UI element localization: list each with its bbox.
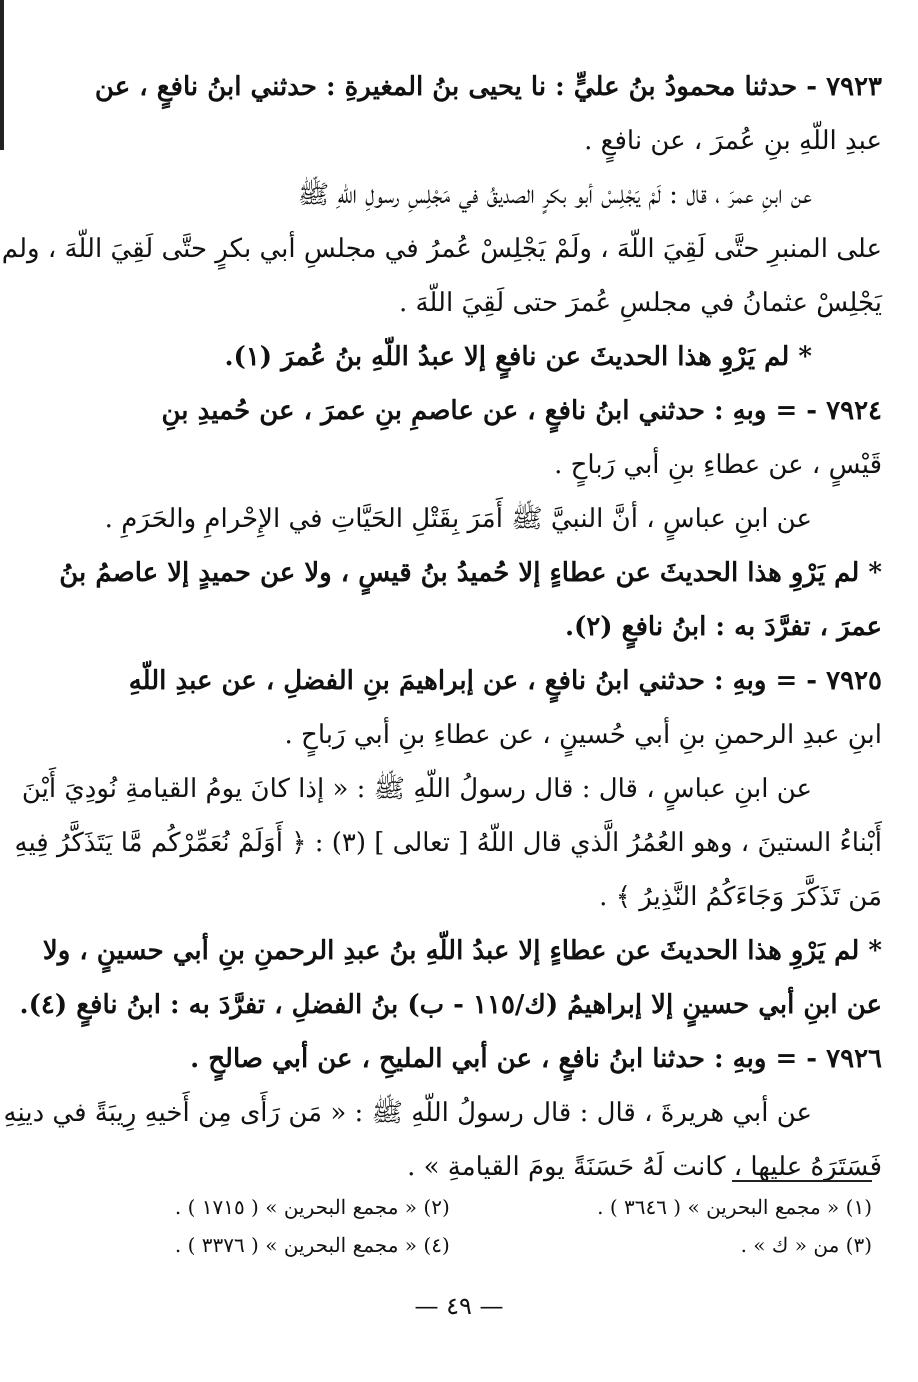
hadith-text: فَسَتَرَهُ عليها ، كانت لَهُ حَسَنَةً يومَ القيامةِ » . (407, 1152, 882, 1182)
page-number: — ٤٩ — (414, 1292, 504, 1320)
footnotes (60, 1188, 872, 1264)
page-edge-rule (0, 0, 4, 150)
hadith-text: عن أبي هريرةَ ، قال : قال رسولُ اللّهِ ﷺ : « مَن رَأَى مِن أَخيهِ رِيبَةً في دينِهِ (3, 1098, 812, 1128)
hadith-chain: عبدِ اللّهِ بنِ عُمرَ ، عن نافعٍ . (584, 126, 882, 156)
hadith-text: عن ابنِ عباسٍ ، أنَّ النبيَّ ﷺ أَمَرَ بِقَتْلِ الحَيَّاتِ في الإِحْرامِ والحَرَمِ . (104, 504, 812, 534)
hadith-text: عن ابنِ عمرَ ، قال : لَمْ يَجْلِسْ أبو بكرٍ الصديقُ في مَجْلِسِ رسولِ اللّهِ ﷺ (297, 180, 812, 210)
hadith-note: * لم يَرْوِ هذا الحديثَ عن عطاءٍ إلا عبدُ اللّهِ بنُ عبدِ الرحمنِ بنِ أبي حسينٍ ، ولا (42, 936, 882, 966)
hadith-chain: ابنِ عبدِ الرحمنِ بنِ أبي حُسينٍ ، عن عطاءِ بنِ أبي رَباحٍ . (284, 720, 882, 750)
hadith-heading: ٧٩٢٦ - = وبهِ : حدثنا ابنُ نافعٍ ، عن أبي المليحِ ، عن أبي صالحٍ . (190, 1044, 882, 1074)
hadith-7923 (1, 60, 882, 384)
hadith-text: مَن تَذَكَّرَ وَجَاءَكُمُ النَّذِيرُ ﴾ . (599, 882, 882, 912)
hadith-text: على المنبرِ حتَّى لَقِيَ اللّهَ ، ولَمْ يَجْلِسْ عُمرُ في مجلسِ أبي بكرٍ حتَّى لَقِيَ اللّهَ ، ولم (1, 234, 882, 264)
hadith-heading: ٧٩٢٥ - = وبهِ : حدثني ابنُ نافعٍ ، عن إبراهيمَ بنِ الفضلِ ، عن عبدِ اللّهِ (128, 666, 882, 696)
footnote-row (60, 1226, 872, 1264)
footnote-4: (٤) « مجمع البحرين » ( ٣٣٧٦ ) . (174, 1233, 450, 1257)
hadith-note: عن ابنِ أبي حسينٍ إلا إبراهيمُ (ك/١١٥ - ب) بنُ الفضلِ ، تفرَّدَ به : ابنُ نافعٍ (٤). (19, 990, 882, 1020)
page-body (1, 60, 882, 1194)
hadith-7926 (3, 1032, 882, 1194)
hadith-heading: ٧٩٢٣ - حدثنا محمودُ بنُ عليٍّ : نا يحيى بنُ المغيرةِ : حدثني ابنُ نافعٍ ، عن (94, 72, 882, 102)
hadith-note: * لم يَرْوِ هذا الحديثَ عن نافعٍ إلا عبدُ اللّهِ بنُ عُمرَ (١). (224, 342, 812, 372)
hadith-7925 (14, 654, 882, 1032)
footnote-3: (٣) من « ك » . (740, 1233, 872, 1257)
hadith-text: عن ابنِ عباسٍ ، قال : قال رسولُ اللّهِ ﷺ : « إذا كانَ يومُ القيامةِ نُودِيَ أَيْنَ (21, 774, 812, 804)
footnote-row (60, 1188, 872, 1226)
hadith-note: * لم يَرْوِ هذا الحديثَ عن عطاءٍ إلا حُميدُ بنُ قيسٍ ، ولا عن حميدٍ إلا عاصمُ بنُ (59, 558, 882, 588)
footnote-2: (٢) « مجمع البحرين » ( ١٧١٥ ) . (174, 1195, 450, 1219)
footnote-divider (732, 1180, 872, 1182)
hadith-7924 (40, 384, 882, 654)
hadith-note: عمرَ ، تفرَّدَ به : ابنُ نافعٍ (٢). (564, 612, 882, 642)
footnote-1: (١) « مجمع البحرين » ( ٣٦٤٦ ) . (597, 1195, 872, 1219)
hadith-text: أَبْناءُ الستينَ ، وهو العُمُرُ الَّذي قال اللّهُ [ تعالى ] (٣) : ﴿ أَوَلَمْ نُعَمِّرْكُم مَّا يَتَذَكَّرُ فِيهِ (14, 828, 882, 858)
hadith-text: يَجْلِسْ عثمانُ في مجلسِ عُمرَ حتى لَقِيَ اللّهَ . (398, 288, 882, 318)
hadith-heading: ٧٩٢٤ - = وبهِ : حدثني ابنُ نافعٍ ، عن عاصمِ بنِ عمرَ ، عن حُميدِ بنِ (161, 396, 882, 426)
hadith-chain: قَيْسٍ ، عن عطاءِ بنِ أبي رَباحٍ . (554, 450, 882, 480)
